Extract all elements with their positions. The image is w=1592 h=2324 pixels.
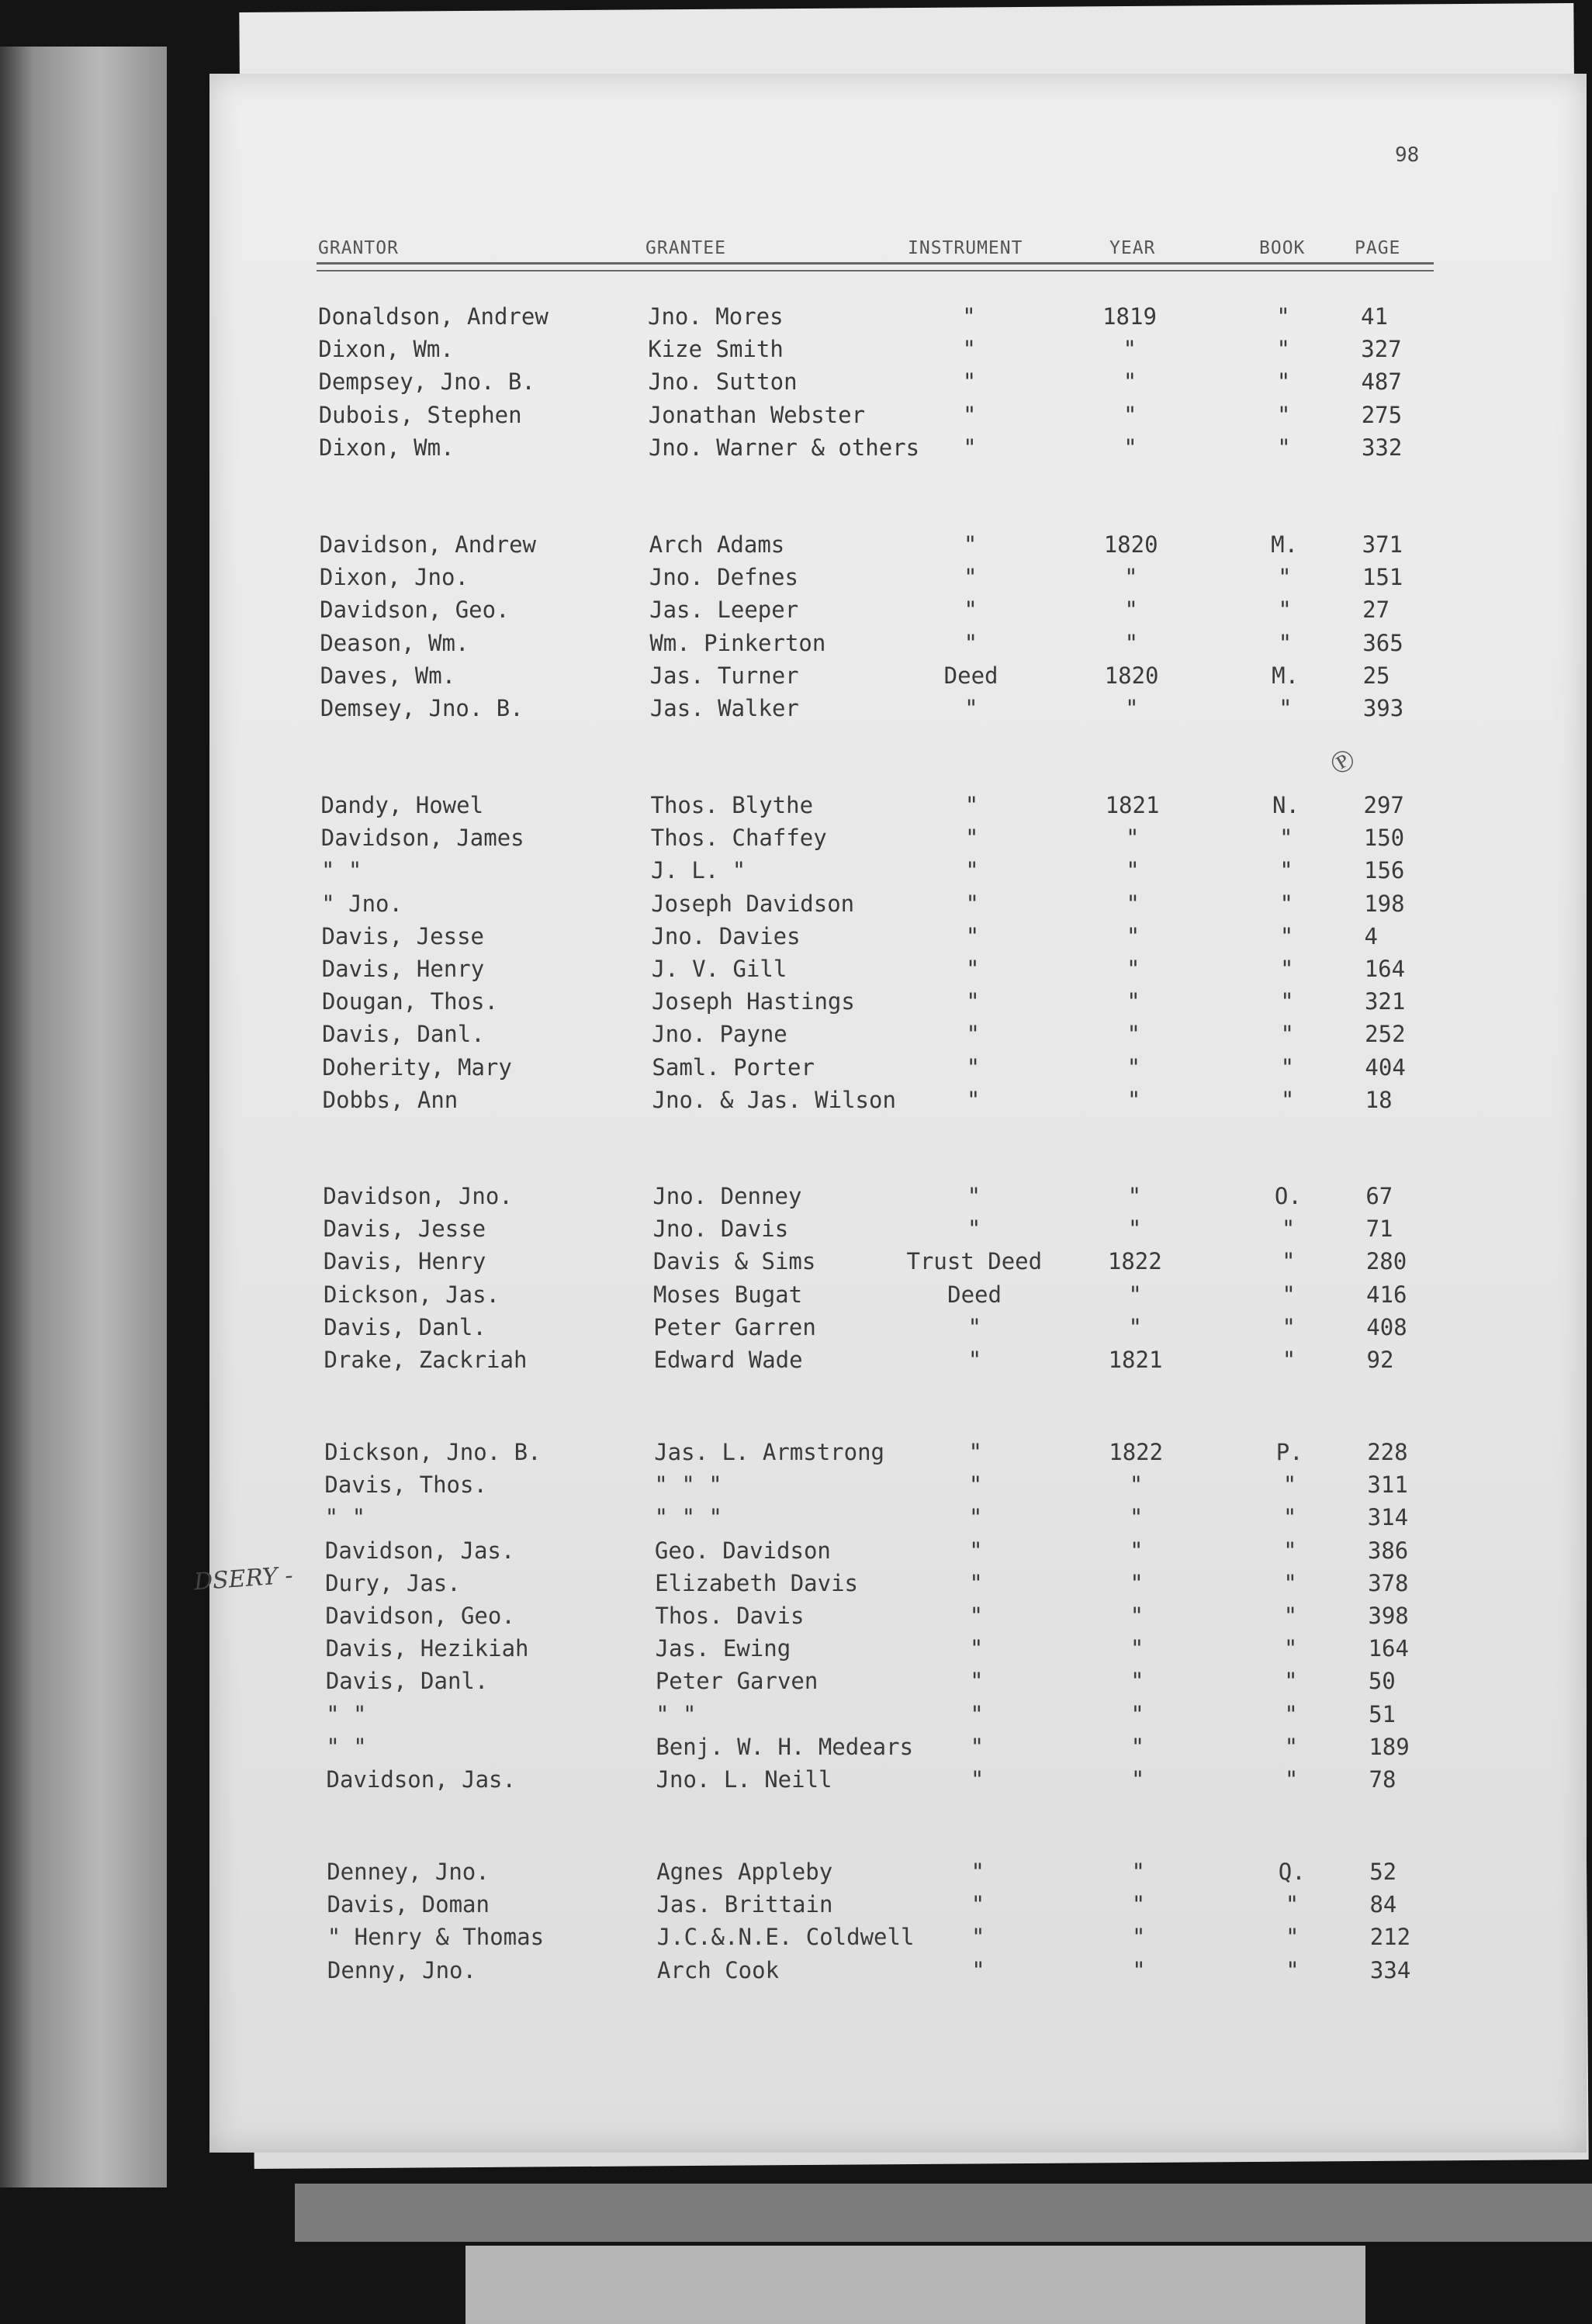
year-cell-text: 1821 bbox=[1105, 792, 1160, 818]
header-grantee: GRANTEE bbox=[645, 238, 726, 258]
page-cell: 371 bbox=[1362, 531, 1403, 558]
instrument-cell-text: " bbox=[970, 1668, 984, 1695]
header-book: BOOK bbox=[1259, 238, 1306, 258]
page-cell: 252 bbox=[1365, 1021, 1406, 1048]
grantee-cell: Jno. Davies bbox=[651, 922, 801, 949]
grantee-cell: Joseph Davidson bbox=[651, 890, 855, 917]
book-cell-text: " bbox=[1276, 303, 1290, 330]
book-cell-text: " bbox=[1278, 597, 1292, 624]
instrument-cell-text: " bbox=[963, 434, 977, 461]
grantor-cell: Dougan, Thos. bbox=[321, 988, 498, 1015]
year-cell-text: " bbox=[1130, 1603, 1144, 1629]
instrument-cell-text: " bbox=[964, 695, 978, 721]
book-cell-text: M. bbox=[1271, 531, 1299, 558]
instrument-cell-text: " bbox=[965, 956, 980, 982]
grantor-cell: Davis, Jesse bbox=[321, 922, 484, 949]
instrument-cell-text: " bbox=[965, 890, 979, 917]
year-cell-text: 1822 bbox=[1109, 1439, 1164, 1465]
book-cell-text: " bbox=[1279, 857, 1293, 884]
grantor-cell: Denney, Jno. bbox=[327, 1859, 490, 1885]
grantor-cell: Davidson, Geo. bbox=[320, 597, 510, 624]
grantor-cell: Dickson, Jas. bbox=[324, 1281, 500, 1308]
book-cell-text: " bbox=[1279, 695, 1293, 721]
book-cell-text: N. bbox=[1272, 792, 1300, 818]
year-cell-text: " bbox=[1124, 629, 1139, 656]
year-cell-text: 1820 bbox=[1103, 531, 1158, 558]
book-cell-text: O. bbox=[1274, 1183, 1302, 1209]
instrument-cell-text: " bbox=[966, 988, 980, 1015]
grantee-cell: Benj. W. H. Medears bbox=[656, 1733, 914, 1760]
grantor-cell: Dickson, Jno. B. bbox=[324, 1439, 542, 1465]
grantee-cell: Jas. Leeper bbox=[649, 597, 799, 624]
grantor-cell: Dixon, Wm. bbox=[318, 434, 455, 461]
facing-page bbox=[0, 47, 167, 2187]
page-cell: 408 bbox=[1366, 1313, 1407, 1340]
page-cell: 189 bbox=[1369, 1733, 1410, 1760]
instrument-cell-text: " bbox=[966, 1021, 980, 1048]
instrument-cell-text: " bbox=[965, 857, 979, 884]
page-cell: 92 bbox=[1366, 1347, 1394, 1373]
book-cell-text: " bbox=[1276, 401, 1291, 428]
grantor-cell: Drake, Zackriah bbox=[324, 1347, 528, 1373]
instrument-cell-text: " bbox=[967, 1347, 982, 1373]
year-cell-text: 1821 bbox=[1108, 1347, 1163, 1373]
instrument-cell-text: " bbox=[962, 368, 977, 396]
instrument-cell-text: " bbox=[971, 1859, 985, 1885]
scanner-edge-lower bbox=[465, 2246, 1365, 2324]
page-cell: 280 bbox=[1365, 1248, 1407, 1275]
year-cell-text: " bbox=[1132, 1956, 1146, 1983]
book-cell-text: " bbox=[1280, 1086, 1295, 1113]
grantee-cell: Elizabeth Davis bbox=[655, 1569, 859, 1596]
grantee-cell: Thos. Chaffey bbox=[650, 825, 827, 852]
header-rule-top bbox=[317, 262, 1434, 265]
grantee-cell: Jas. Ewing bbox=[655, 1635, 791, 1662]
instrument-cell-text: " bbox=[964, 629, 978, 656]
instrument-cell-text: " bbox=[969, 1537, 983, 1564]
year-cell-text: " bbox=[1128, 1313, 1143, 1340]
year-cell-text: " bbox=[1127, 988, 1140, 1015]
grantor-cell: " " bbox=[326, 1733, 367, 1760]
grantor-cell: Dempsey, Jno. B. bbox=[318, 368, 535, 396]
grantee-cell: Jas. Brittain bbox=[656, 1891, 833, 1918]
grantor-cell: Davidson, Jno. bbox=[323, 1183, 513, 1209]
book-cell-text: " bbox=[1279, 825, 1293, 852]
grantor-cell: Denny, Jno. bbox=[327, 1956, 476, 1983]
grantee-cell: J.C.&.N.E. Coldwell bbox=[656, 1924, 915, 1951]
header-instrument: INSTRUMENT bbox=[908, 238, 1023, 258]
instrument-cell-text: Trust Deed bbox=[906, 1248, 1043, 1275]
book-cell-text: " bbox=[1284, 1700, 1298, 1727]
grantee-cell: " " bbox=[656, 1700, 697, 1727]
grantee-cell: Davis & Sims bbox=[652, 1248, 816, 1275]
page-cell: 71 bbox=[1365, 1216, 1393, 1243]
year-cell-text: " bbox=[1129, 1472, 1144, 1499]
grantor-cell: Demsey, Jno. B. bbox=[320, 695, 524, 721]
page-cell: 51 bbox=[1369, 1700, 1396, 1727]
book-cell-text: " bbox=[1284, 1733, 1299, 1760]
page-cell: 41 bbox=[1361, 303, 1388, 330]
book-cell-text: " bbox=[1282, 1313, 1296, 1340]
grantor-cell: Davidson, Jas. bbox=[324, 1537, 515, 1564]
page-cell: 228 bbox=[1367, 1439, 1408, 1465]
page-cell: 398 bbox=[1368, 1603, 1409, 1629]
grantee-cell: Peter Garren bbox=[653, 1313, 816, 1340]
year-cell-text: 1819 bbox=[1102, 303, 1157, 330]
instrument-cell-text: " bbox=[962, 303, 976, 330]
grantee-cell: Jno. L. Neill bbox=[656, 1766, 832, 1793]
page-cell: 156 bbox=[1363, 857, 1405, 884]
grantee-cell: Jonathan Webster bbox=[648, 401, 866, 428]
grantor-cell: Davidson, Andrew bbox=[319, 531, 536, 558]
grantor-cell: " " bbox=[326, 1700, 367, 1727]
book-cell-text: " bbox=[1278, 564, 1292, 591]
instrument-cell-text: " bbox=[969, 1635, 984, 1662]
page-cell: 4 bbox=[1364, 922, 1378, 949]
grantee-cell: Arch Cook bbox=[656, 1956, 780, 1983]
grantor-cell: Dixon, Jno. bbox=[319, 564, 469, 591]
page-cell: 297 bbox=[1363, 792, 1404, 818]
year-cell-text: " bbox=[1126, 857, 1140, 884]
grantor-cell: " Henry & Thomas bbox=[327, 1924, 545, 1951]
book-cell-text: " bbox=[1283, 1537, 1297, 1564]
grantee-cell: Thos. Blythe bbox=[650, 792, 814, 818]
instrument-cell-text: " bbox=[969, 1603, 984, 1629]
grantee-cell: Jno. Payne bbox=[652, 1021, 787, 1048]
year-cell-text: " bbox=[1123, 434, 1137, 461]
grantor-cell: Dixon, Wm. bbox=[318, 336, 454, 363]
grantor-cell: Doherity, Mary bbox=[322, 1053, 512, 1081]
page-cell: 150 bbox=[1363, 825, 1405, 852]
grantee-cell: J. L. " bbox=[650, 857, 746, 884]
year-cell-text: " bbox=[1126, 922, 1140, 949]
book-cell-text: " bbox=[1282, 1504, 1297, 1531]
instrument-cell-text: " bbox=[967, 1313, 982, 1340]
book-cell-text: P. bbox=[1275, 1439, 1303, 1465]
instrument-cell-text: " bbox=[968, 1504, 983, 1531]
grantee-cell: " " " bbox=[654, 1472, 722, 1499]
instrument-cell-text: " bbox=[964, 564, 978, 591]
page-cell: 314 bbox=[1367, 1504, 1409, 1531]
grantee-cell: Edward Wade bbox=[653, 1347, 803, 1373]
year-cell-text: 1820 bbox=[1104, 662, 1159, 689]
grantor-cell: Dubois, Stephen bbox=[318, 401, 522, 428]
book-cell-text: " bbox=[1284, 1766, 1299, 1793]
book-cell-text: " bbox=[1276, 336, 1290, 363]
grantee-cell: Agnes Appleby bbox=[656, 1859, 833, 1885]
year-cell-text: " bbox=[1131, 1859, 1145, 1885]
grantee-cell: Saml. Porter bbox=[652, 1053, 815, 1081]
page-cell: 321 bbox=[1364, 988, 1406, 1015]
grantor-cell: Davis, Henry bbox=[323, 1248, 486, 1275]
grantee-cell: Jno. Warner & others bbox=[648, 434, 920, 461]
book-cell-text: " bbox=[1279, 922, 1294, 949]
page-cell: 198 bbox=[1364, 890, 1405, 917]
header-grantor: GRANTOR bbox=[318, 238, 399, 258]
page-cell: 50 bbox=[1368, 1668, 1396, 1695]
instrument-cell-text: " bbox=[967, 1183, 981, 1209]
book-cell-text: " bbox=[1278, 629, 1293, 656]
instrument-cell-text: " bbox=[970, 1733, 985, 1760]
year-cell-text: " bbox=[1125, 695, 1139, 721]
page-cell: 416 bbox=[1366, 1281, 1407, 1308]
instrument-cell-text: " bbox=[967, 1216, 981, 1243]
year-cell-text: " bbox=[1123, 368, 1137, 396]
year-cell-text: " bbox=[1130, 1668, 1144, 1695]
grantee-cell: Jno. Sutton bbox=[648, 368, 798, 396]
year-cell-text: " bbox=[1130, 1569, 1144, 1596]
year-cell-text: " bbox=[1123, 336, 1137, 363]
instrument-cell-text: " bbox=[968, 1472, 983, 1499]
year-cell-text: " bbox=[1130, 1766, 1145, 1793]
book-cell-text: " bbox=[1285, 1924, 1300, 1951]
instrument-cell-text: " bbox=[963, 531, 978, 558]
year-cell-text: " bbox=[1130, 1537, 1144, 1564]
grantor-cell: Davis, Danl. bbox=[325, 1668, 489, 1695]
grantor-cell: Davis, Jesse bbox=[323, 1216, 486, 1243]
book-cell-text: " bbox=[1280, 988, 1294, 1015]
grantor-cell: Dury, Jas. bbox=[325, 1569, 461, 1596]
page-cell: 25 bbox=[1362, 662, 1390, 689]
grantee-cell: Jas. Turner bbox=[649, 662, 799, 689]
grantee-cell: Peter Garven bbox=[655, 1668, 818, 1695]
margin-mark: ℗ bbox=[1323, 740, 1362, 783]
page-cell: 332 bbox=[1361, 434, 1403, 461]
book-cell-text: " bbox=[1282, 1281, 1296, 1308]
year-cell-text: " bbox=[1129, 1504, 1144, 1531]
grantor-cell: Dobbs, Ann bbox=[322, 1086, 459, 1113]
grantee-cell: Arch Adams bbox=[649, 531, 785, 558]
instrument-cell-text: " bbox=[966, 1053, 981, 1081]
page-cell: 84 bbox=[1369, 1891, 1397, 1918]
book-cell-text: " bbox=[1279, 956, 1294, 982]
year-cell-text: " bbox=[1126, 890, 1140, 917]
page-cell: 378 bbox=[1368, 1569, 1409, 1596]
instrument-cell-text: " bbox=[970, 1700, 984, 1727]
grantee-cell: " " " bbox=[654, 1504, 722, 1531]
grantee-cell: Kize Smith bbox=[648, 336, 784, 363]
year-cell-text: " bbox=[1128, 1281, 1142, 1308]
scanner-edge bbox=[295, 2184, 1592, 2242]
page-cell: 334 bbox=[1369, 1956, 1411, 1983]
page-cell: 67 bbox=[1365, 1183, 1393, 1209]
grantee-cell: Moses Bugat bbox=[653, 1281, 803, 1308]
book-cell-text: " bbox=[1282, 1347, 1296, 1373]
grantee-cell: Jno. & Jas. Wilson bbox=[652, 1086, 896, 1113]
grantor-cell: Donaldson, Andrew bbox=[318, 303, 549, 330]
instrument-cell-text: " bbox=[971, 1956, 985, 1983]
header-year: YEAR bbox=[1109, 238, 1156, 258]
grantee-cell: Jno. Denney bbox=[652, 1183, 802, 1209]
instrument-cell-text: " bbox=[964, 597, 978, 624]
page-cell: 393 bbox=[1362, 695, 1404, 721]
grantee-cell: Wm. Pinkerton bbox=[649, 629, 826, 656]
grantor-cell: Davis, Thos. bbox=[324, 1472, 487, 1499]
grantor-cell: Davidson, James bbox=[320, 825, 524, 852]
year-cell-text: " bbox=[1124, 597, 1138, 624]
instrument-cell-text: " bbox=[965, 825, 979, 852]
grantee-cell: Jas. Walker bbox=[649, 695, 799, 721]
page-cell: 164 bbox=[1368, 1635, 1409, 1662]
year-cell-text: " bbox=[1127, 1216, 1142, 1243]
page-cell: 27 bbox=[1362, 597, 1390, 624]
handwritten-note: DSERY - bbox=[192, 1561, 294, 1596]
grantor-cell: Davis, Hezikiah bbox=[325, 1635, 529, 1662]
book-cell-text: " bbox=[1280, 1053, 1295, 1081]
grantor-cell: Davis, Doman bbox=[327, 1891, 490, 1918]
page-cell: 404 bbox=[1365, 1053, 1406, 1081]
year-cell-text: " bbox=[1127, 1021, 1140, 1048]
page-cell: 78 bbox=[1369, 1766, 1396, 1793]
instrument-cell-text: " bbox=[964, 792, 979, 818]
book-cell-text: " bbox=[1286, 1956, 1300, 1983]
grantor-cell: Davis, Danl. bbox=[322, 1021, 485, 1048]
grantee-cell: Geo. Davidson bbox=[654, 1537, 831, 1564]
book-cell-text: " bbox=[1280, 1021, 1294, 1048]
header-page: PAGE bbox=[1355, 238, 1401, 258]
book-cell-text: Q. bbox=[1278, 1859, 1306, 1885]
page-cell: 52 bbox=[1369, 1859, 1397, 1885]
year-cell-text: " bbox=[1124, 564, 1138, 591]
book-cell-text: " bbox=[1282, 1248, 1296, 1275]
instrument-cell-text: " bbox=[969, 1569, 983, 1596]
grantor-cell: Davis, Danl. bbox=[324, 1313, 486, 1340]
year-cell-text: " bbox=[1130, 1733, 1145, 1760]
year-cell-text: " bbox=[1126, 956, 1140, 982]
book-cell-text: M. bbox=[1272, 662, 1300, 689]
book-cell-text: " bbox=[1279, 890, 1293, 917]
book-cell-text: " bbox=[1281, 1216, 1296, 1243]
instrument-cell-text: " bbox=[970, 1766, 985, 1793]
grantor-cell: Daves, Wm. bbox=[320, 662, 456, 689]
grantor-cell: Dandy, Howel bbox=[320, 792, 484, 818]
header-rule-bottom bbox=[317, 270, 1434, 271]
page-cell: 327 bbox=[1361, 336, 1402, 363]
instrument-cell-text: " bbox=[971, 1924, 985, 1951]
grantee-cell: Jas. L. Armstrong bbox=[654, 1439, 884, 1465]
year-cell-text: " bbox=[1131, 1924, 1146, 1951]
book-cell-text: " bbox=[1276, 368, 1291, 396]
grantee-cell: Thos. Davis bbox=[655, 1603, 805, 1629]
grantee-cell: Jno. Davis bbox=[652, 1216, 789, 1243]
grantor-cell: " Jno. bbox=[321, 890, 403, 917]
instrument-cell-text: " bbox=[962, 401, 977, 428]
year-cell-text: " bbox=[1127, 1053, 1141, 1081]
year-cell-text: " bbox=[1130, 1700, 1144, 1727]
instrument-cell-text: " bbox=[966, 1086, 981, 1113]
grantor-cell: " " bbox=[320, 857, 362, 884]
instrument-cell-text: " bbox=[971, 1891, 985, 1918]
grantor-cell: Deason, Wm. bbox=[320, 629, 469, 656]
page-cell: 164 bbox=[1364, 956, 1406, 982]
grantee-cell: Jno. Mores bbox=[648, 303, 784, 330]
instrument-cell-text: Deed bbox=[943, 662, 998, 689]
grantee-cell: J. V. Gill bbox=[651, 956, 787, 982]
year-cell-text: 1822 bbox=[1107, 1248, 1162, 1275]
year-cell-text: " bbox=[1130, 1635, 1144, 1662]
book-cell-text: " bbox=[1284, 1668, 1298, 1695]
book-cell-text: " bbox=[1283, 1635, 1298, 1662]
year-cell-text: " bbox=[1127, 1086, 1141, 1113]
instrument-cell-text: Deed bbox=[947, 1281, 1002, 1308]
year-cell-text: " bbox=[1123, 401, 1137, 428]
page-cell: 275 bbox=[1361, 401, 1403, 428]
book-cell-text: " bbox=[1283, 1569, 1297, 1596]
page-cell: 18 bbox=[1365, 1086, 1393, 1113]
page-cell: 212 bbox=[1369, 1924, 1411, 1951]
book-cell-text: " bbox=[1282, 1472, 1297, 1499]
page-cell: 151 bbox=[1362, 564, 1403, 591]
grantee-cell: Joseph Hastings bbox=[651, 988, 855, 1015]
page-cell: 365 bbox=[1362, 629, 1403, 656]
book-cell-text: " bbox=[1285, 1891, 1300, 1918]
year-cell-text: " bbox=[1131, 1891, 1146, 1918]
instrument-cell-text: " bbox=[962, 336, 976, 363]
page-number: 98 bbox=[1395, 144, 1420, 167]
year-cell-text: " bbox=[1126, 825, 1140, 852]
instrument-cell-text: " bbox=[965, 922, 980, 949]
instrument-cell-text: " bbox=[968, 1439, 982, 1465]
grantor-cell: " " bbox=[324, 1504, 366, 1531]
grantor-cell: Davis, Henry bbox=[321, 956, 485, 982]
grantee-cell: Jno. Defnes bbox=[649, 564, 798, 591]
year-cell-text: " bbox=[1127, 1183, 1142, 1209]
book-cell-text: " bbox=[1277, 434, 1291, 461]
page-cell: 487 bbox=[1361, 368, 1402, 396]
grantor-cell: Davidson, Geo. bbox=[325, 1603, 515, 1629]
book-cell-text: " bbox=[1283, 1603, 1298, 1629]
grantor-cell: Davidson, Jas. bbox=[326, 1766, 516, 1793]
page-cell: 311 bbox=[1367, 1472, 1408, 1499]
page-cell: 386 bbox=[1367, 1537, 1409, 1564]
